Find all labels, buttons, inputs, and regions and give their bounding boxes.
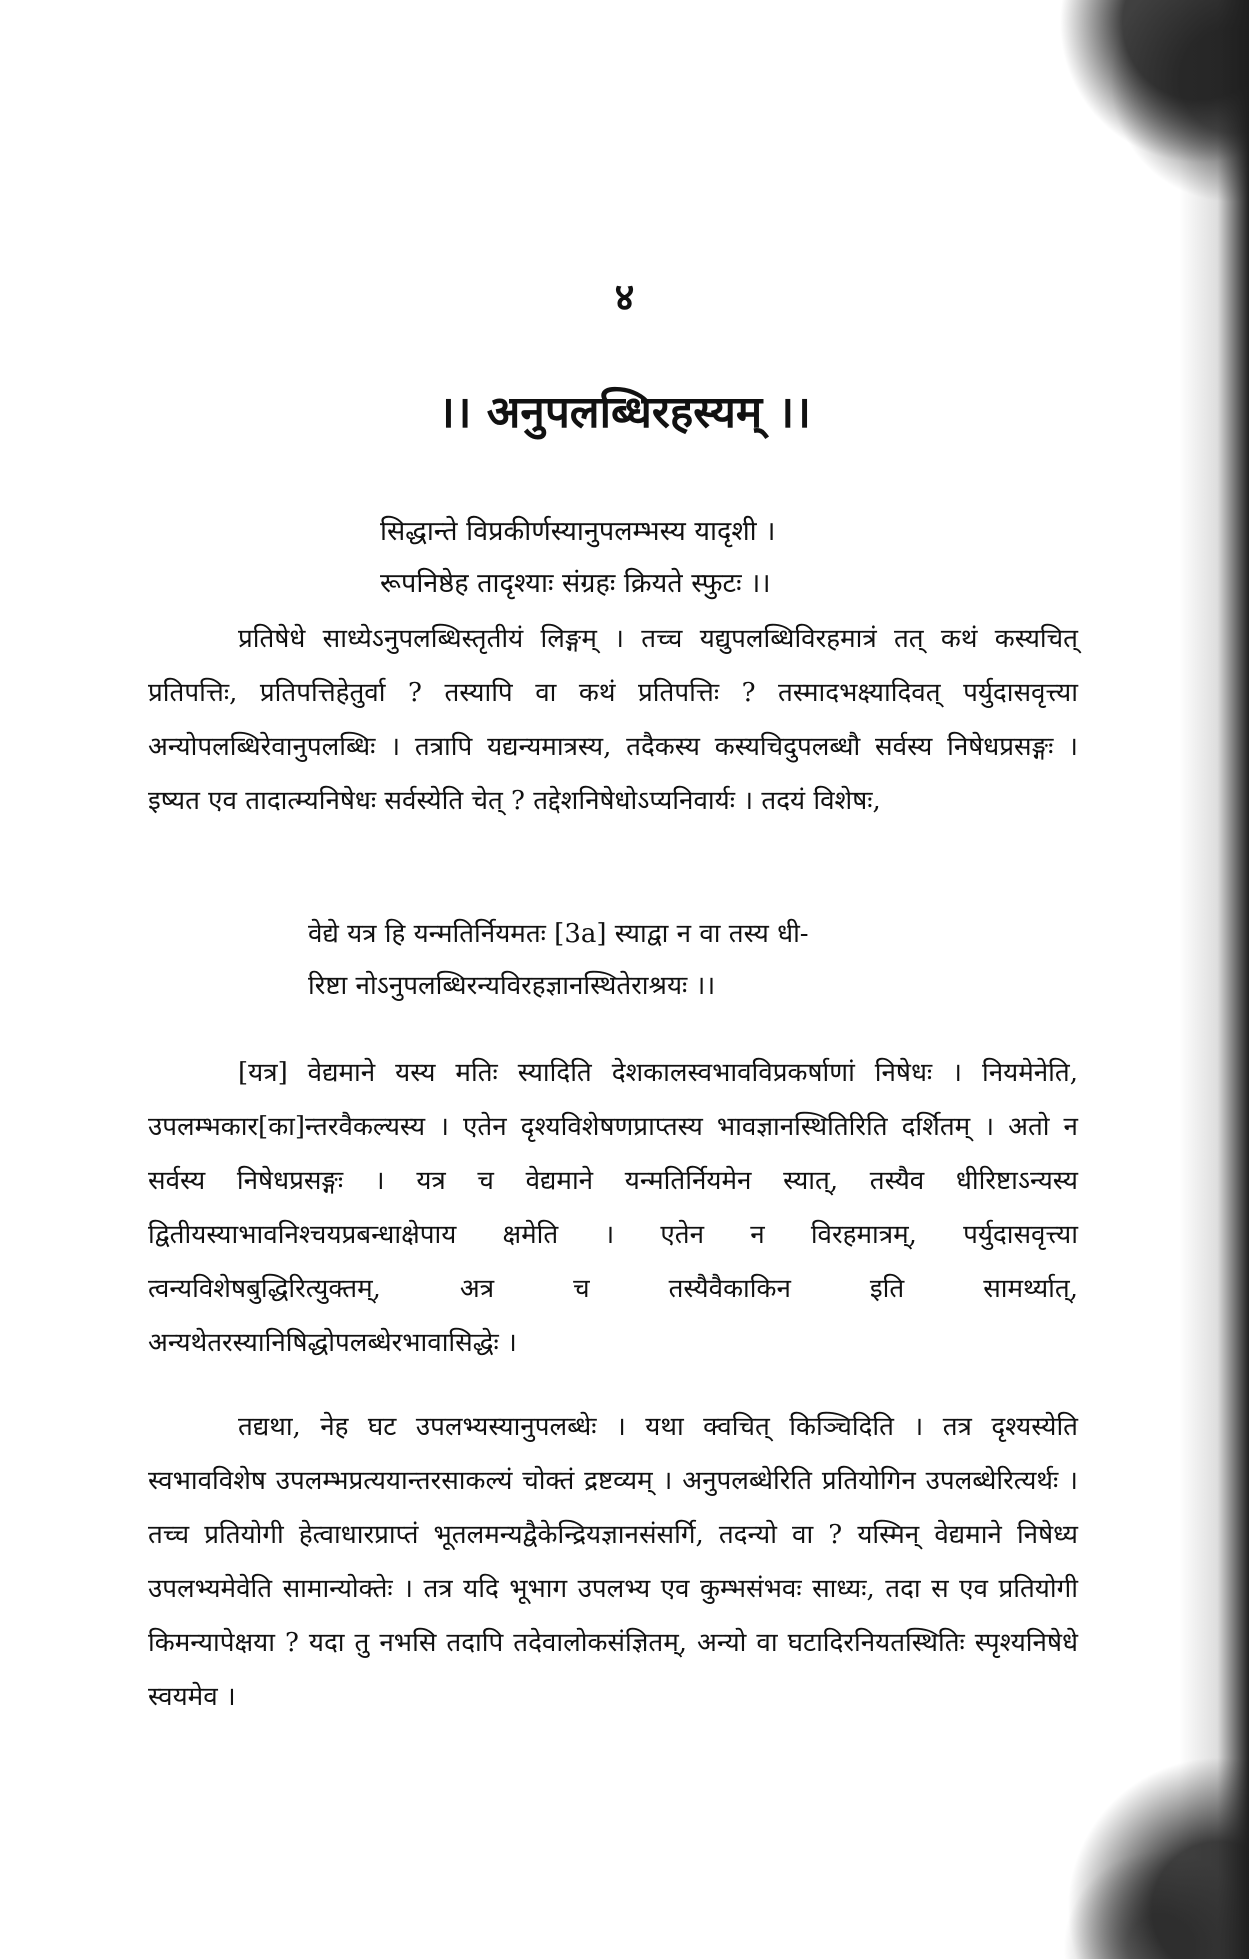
scan-noise-top (919, 0, 1249, 230)
intro-verse-line: सिद्धान्ते विप्रकीर्णस्यानुपलम्भस्य यादृशी । (380, 516, 776, 547)
karika-verse (308, 908, 1068, 1012)
page-number: ४ (614, 274, 635, 319)
karika-verse-line: वेद्ये यत्र हि यन्मतिर्नियमतः [3a] स्याद्वा न वा तस्य धी- (308, 919, 809, 949)
intro-verse (380, 506, 1100, 610)
karika-verse-line: रिष्टा नोऽनुपलब्धिरन्यविरहज्ञानस्थितेराश्रयः ।। (308, 971, 716, 1001)
paragraph-1: प्रतिषेधे साध्येऽनुपलब्धिस्तृतीयं लिङ्गम् । तच्च यद्युपलब्धिविरहमात्रं तत् कथं कस्यचित् प्रतिपत्तिः, प्रतिपत्तिहेतुर्वा ? तस्यापि वा कथं प्रतिपत्तिः ? तस्मादभक्ष्यादिवत् पर्युदासवृत्त्या अन्योपलब्धिरेवानुपलब्धिः । तत्रापि यद्यन्यमात्रस्य, तदैकस्य कस्यचिदुपलब्धौ सर्वस्य निषेधप्रसङ्गः । इष्यत एव तादात्म्यनिषेधः सर्वस्येति चेत् ? तद्देशनिषेधोऽप्यनिवार्यः । तदयं विशेषः, (148, 624, 1078, 816)
paragraph-3: तद्यथा, नेह घट उपलभ्यस्यानुपलब्धेः । यथा क्वचित् किञ्चिदिति । तत्र दृश्यस्येति स्वभावविशेष उपलम्भप्रत्ययान्तरसाकल्यं चोक्तं द्रष्टव्यम् । अनुपलब्धेरिति प्रतियोगिन उपलब्धेरित्यर्थः । तच्च प्रतियोगी हेत्वाधारप्राप्तं भूतलमन्यद्वैकेन्द्रियज्ञानसंसर्गि, तदन्यो वा ? यस्मिन् वेद्यमाने निषेध्य उपलभ्यमेवेति सामान्योक्तेः । तत्र यदि भूभाग उपलभ्य एव कुम्भसंभवः साध्यः, तदा स एव प्रतियोगी किमन्यापेक्षया ? यदा तु नभसि तदापि तदेवालोकसंज्ञितम्, अन्यो वा घटादिरनियतस्थितिः स्पृश्यनिषेधे स्वयमेव । (148, 1412, 1078, 1712)
paragraph-2: [यत्र] वेद्यमाने यस्य मतिः स्यादिति देशकालस्वभावविप्रकर्षाणां निषेधः । नियमेनेति, उपलम्भकार[का]न्तरवैकल्यस्य । एतेन दृश्यविशेषणप्राप्तस्य भावज्ञानस्थितिरिति दर्शितम् । अतो न सर्वस्य निषेधप्रसङ्गः । यत्र च वेद्यमाने यन्मतिर्नियमेन स्यात्, तस्यैव धीरिष्टाऽन्यस्य द्वितीयस्याभावनिश्चयप्रबन्धाक्षेपाय क्षमेति । एतेन न विरहमात्रम्, पर्युदासवृत्त्या त्वन्यविशेषबुद्धिरित्युक्तम्, अत्र च तस्यैवैकाकिन इति सामर्थ्यात्, अन्यथेतरस्यानिषिद्धोपलब्धेरभावासिद्धेः । (148, 1058, 1078, 1358)
scan-noise-bottom (949, 1709, 1249, 1959)
intro-verse-line: रूपनिष्ठेह तादृश्याः संग्रहः क्रियते स्फुटः ।। (380, 568, 771, 599)
chapter-title: ।। अनुपलब्धिरहस्यम् ।। (438, 387, 811, 438)
